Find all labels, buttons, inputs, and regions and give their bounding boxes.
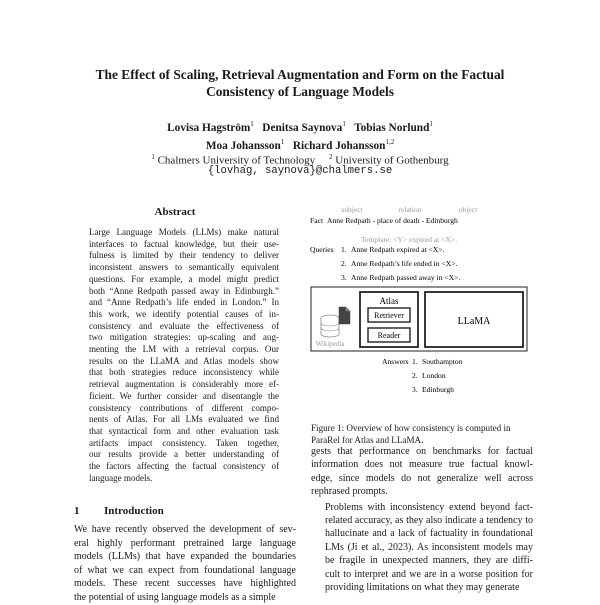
author-affil-sup: 1: [280, 137, 285, 146]
author-name: Richard Johansson: [292, 139, 386, 152]
body-line: gests that performance on benchmarks for factual: [311, 446, 533, 457]
fig-fact-label: Fact: [310, 216, 324, 225]
fig-wikipedia-label: Wikipedia: [315, 340, 345, 348]
author-affil-sup: 1,2: [385, 137, 395, 146]
author-name: Moa Johansson: [205, 139, 281, 152]
abstract-heading: Abstract: [154, 206, 196, 218]
affil-sup: 2: [328, 153, 333, 161]
introduction-line: We have recently observed the development of sev-: [74, 524, 296, 535]
introduction-line: eral highly performant pretrained large language: [74, 537, 296, 549]
abstract-line: that both strategies reduce inconsistency while: [89, 367, 279, 378]
abstract-line: inconsistent answers to semantically equivalent: [89, 262, 279, 273]
affiliation-name: University of Gothenburg: [335, 154, 449, 167]
body-line: related accuracy, as they also indicate a tendency to: [325, 515, 533, 527]
introduction-line: the potential of using language models as a simple: [74, 591, 276, 603]
abstract-line: consistency contributions of different compo-: [89, 402, 279, 413]
fig-answers-label: Answers: [382, 357, 409, 366]
figure-1: [308, 200, 533, 400]
abstract-line: that syntactical form and other evaluation task: [89, 425, 279, 436]
figure-1-caption: [311, 423, 533, 446]
introduction-body: [74, 523, 296, 605]
fig-answer-text: Southampton: [422, 357, 463, 366]
fig-object-label: object: [458, 205, 478, 214]
author-email[interactable]: {lovhag, saynova}@chalmers.se: [207, 165, 393, 177]
section-title: Introduction: [104, 505, 164, 517]
fig-fact-text: Anne Redpath - place of death - Edinburgh: [327, 216, 458, 225]
author-name: Denitsa Saynova: [262, 121, 343, 134]
abstract-line: nents of Atlas. For all LMs evaluated we find: [89, 414, 279, 425]
fig-relation-label: relation: [398, 205, 422, 214]
fig-query-text: Anne Redpath expired at <X>.: [351, 245, 445, 254]
fig-queries-label: Queries: [310, 245, 334, 254]
body-line: cult to interpret and we are in a worse position for: [325, 568, 533, 580]
body-line: Problems with inconsistency extend beyond fact-: [325, 501, 533, 513]
body-line: hallucinate and a lack of factuality in foundational: [325, 528, 533, 540]
author-name: Tobias Norlund: [354, 121, 430, 134]
figure-1-diagram: [308, 200, 533, 400]
abstract-line: two mitigation strategies: up-scaling and aug-: [89, 332, 279, 343]
fig-template-text: Template: <Y> expired at <X>.: [361, 235, 458, 244]
abstract-line: interfaces to factual knowledge, but their use-: [89, 238, 279, 249]
abstract-line: our results provide a better understanding of: [89, 449, 279, 460]
author-affil-sup: 1: [250, 120, 254, 128]
paragraph-inconsistency: [311, 501, 533, 595]
author-name: Lovisa Hagström: [167, 121, 251, 134]
abstract-line: questions. For example, a model might predict: [89, 273, 279, 284]
abstract-line: consistency and evaluate the effectiveness of: [89, 320, 279, 331]
abstract-line: both “Anne Redpath passed away in Edinburgh.”: [89, 285, 279, 296]
fig-answer-num: 2.: [412, 371, 418, 380]
abstract-line: fulness is limited by their tendency to deliver: [89, 250, 279, 261]
paper-title: [40, 66, 560, 100]
abstract-line: results on the LLaMA and Atlas models show: [89, 355, 279, 366]
fig-subject-label: subject: [341, 205, 363, 214]
body-line: LMs (Ji et al., 2023). As inconsistent models may: [325, 541, 533, 553]
document-icon: [339, 307, 350, 324]
affil-sup: 1: [151, 153, 155, 161]
abstract-line: the factors affecting the factual consistency of: [89, 461, 279, 472]
fig-query-text: Anne Redpath’s life ended in <X>.: [351, 259, 458, 268]
abstract-line: and “Anne Redpath’s life ended in London.” In: [89, 297, 279, 308]
introduction-line: models. These recent successes have highlighted: [74, 578, 296, 590]
abstract-line: artifacts impact consistency. Taken together,: [89, 437, 279, 448]
affiliation-name: Chalmers University of Technology: [157, 154, 316, 167]
introduction-line: models (LLMs) that have expanded the boundaries: [74, 551, 296, 563]
right-column-body: [311, 445, 533, 596]
fig-answer-num: 1.: [412, 357, 418, 366]
abstract-line: language models.: [89, 472, 153, 483]
author-affil-sup: 1: [342, 120, 346, 128]
author-list: [40, 117, 560, 153]
introduction-line: of what we can expect from foundational language: [74, 564, 296, 576]
fig-query-text: Anne Redpath passed away in <X>.: [351, 273, 461, 282]
body-line: edge, since models do not generalize well across: [311, 472, 533, 484]
body-line: information does not measure true factual knowl-: [311, 459, 533, 471]
author-line-1: [40, 117, 560, 135]
fig-answer-num: 3.: [412, 385, 418, 394]
abstract-line: retrieval augmentation is considerably more ef-: [89, 379, 279, 390]
fig-atlas-label: Atlas: [379, 296, 399, 306]
caption-line: Figure 1: Overview of how consistency is computed in: [311, 423, 511, 433]
abstract-line: menting the LM with a retrieval corpus. Our: [89, 344, 279, 355]
fig-retriever-label: Retriever: [374, 311, 404, 320]
abstract-line: Large Language Models (LLMs) make natural: [89, 227, 279, 237]
fig-query-num: 1.: [341, 245, 347, 254]
title-line-1: The Effect of Scaling, Retrieval Augmentation and Form on the Factual: [95, 67, 505, 82]
fig-query-num: 2.: [341, 259, 347, 268]
abstract-line: ficient. We further consider and disentangle the: [89, 390, 279, 401]
fig-answer-text: London: [422, 371, 446, 380]
body-line: providing limitations on what they may generate: [325, 582, 520, 594]
author-affil-sup: 1: [429, 120, 433, 128]
title-line-2: Consistency of Language Models: [206, 84, 394, 99]
fig-reader-label: Reader: [377, 331, 401, 340]
fig-answer-text: Edinburgh: [422, 385, 454, 394]
fig-llama-label: LLaMA: [457, 316, 491, 327]
section-heading-introduction: [74, 505, 164, 517]
abstract-line: this work, we identify potential causes of in-: [89, 308, 279, 319]
paragraph-continued: [311, 445, 533, 499]
caption-line: ParaRel for Atlas and LLaMA.: [311, 434, 424, 445]
abstract-body: [89, 227, 279, 484]
fig-query-num: 3.: [341, 273, 347, 282]
body-line: rephrased prompts.: [311, 486, 388, 498]
database-icon: [321, 315, 339, 337]
body-line: be fragile in unexpected manners, they are diffi-: [325, 555, 533, 567]
section-number: 1: [74, 505, 80, 517]
